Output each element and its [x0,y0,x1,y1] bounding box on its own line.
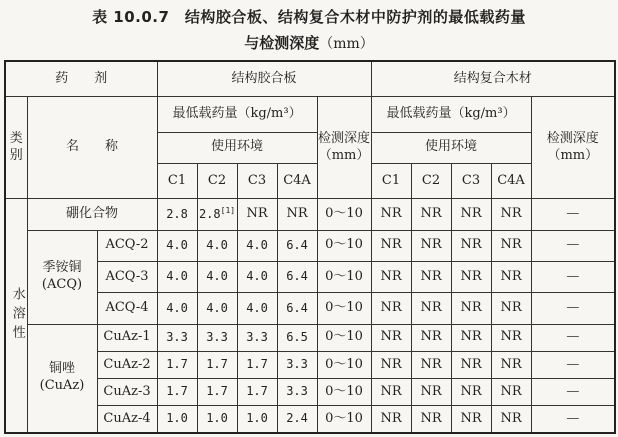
cell-value: 2.8 [157,199,197,230]
header-composite: 结构复合木材 [371,61,615,97]
table-row [5,230,615,261]
env-col: C1 [371,163,411,199]
group-label: 水溶性 [5,199,27,433]
cell-value: 1.7 [237,351,277,378]
env-col: C3 [451,163,491,199]
cell-value: NR [491,406,531,433]
cell-value: NR [371,379,411,406]
cell-value: NR [371,324,411,351]
row-name: CuAz-3 [97,379,157,406]
row-name: ACQ-2 [97,230,157,261]
cell-value: NR [451,324,491,351]
cell-value: NR [371,230,411,261]
cell-value: NR [411,379,451,406]
cell-value: NR [411,406,451,433]
cell-value: 3.3 [197,324,237,351]
cell-value: 1.7 [237,379,277,406]
table-row [5,199,615,230]
row-name: CuAz-4 [97,406,157,433]
cell-value: 6.5 [277,324,317,351]
cell-value: 4.0 [237,293,277,324]
cell-value: 1.0 [237,406,277,433]
cell-value: NR [277,199,317,230]
cell-value: NR [371,262,411,293]
cell-depth: 0～10 [317,293,371,324]
cell-value: NR [451,406,491,433]
cell-value: 4.0 [157,262,197,293]
cell-value: 4.0 [237,230,277,261]
header-plywood-min-load: 最低载药量（kg/m³） [157,97,317,133]
footnote-mark: [1] [220,206,236,216]
table-row [5,406,615,433]
cell-value: 3.3 [277,379,317,406]
cell-value: 3.3 [237,324,277,351]
cell-value: NR [451,199,491,230]
cell-value: NR [491,262,531,293]
row-name: CuAz-1 [97,324,157,351]
env-col: C2 [411,163,451,199]
header-composite-env: 使用环境 [371,132,531,163]
cell-depth: 0～10 [317,324,371,351]
cell-value: 4.0 [157,230,197,261]
cell-value: NR [411,199,451,230]
cell-value: NR [371,351,411,378]
cell-value: 1.7 [197,351,237,378]
cell-value: NR [411,262,451,293]
cell-value: NR [491,293,531,324]
cell-value: NR [491,351,531,378]
cell-value: 1.0 [157,406,197,433]
cell-value: 3.3 [277,351,317,378]
cell-depth: 0～10 [317,230,371,261]
header-plywood-depth: 检测深度（mm） [317,97,371,199]
cell-value: NR [411,293,451,324]
cell-value: NR [491,230,531,261]
header-category: 类别 [5,97,27,199]
row-family: 铜唑(CuAz) [27,324,97,433]
cell-value: 4.0 [197,293,237,324]
cell-depth: — [531,199,615,230]
cell-value: NR [491,324,531,351]
header-plywood: 结构胶合板 [157,61,371,97]
cell-value: NR [371,406,411,433]
cell-value: 4.0 [197,230,237,261]
table-row [5,379,615,406]
table-row [5,293,615,324]
table-title: 表 10.0.7 结构胶合板、结构复合木材中防护剂的最低载药量 [92,8,526,26]
cell-value [197,199,237,230]
table-row [5,324,615,351]
cell-value: NR [451,379,491,406]
cell-value: 4.0 [237,262,277,293]
cell-value: 4.0 [197,262,237,293]
cell-value: NR [451,262,491,293]
header-agent: 药 剂 [5,61,157,97]
row-name: ACQ-3 [97,262,157,293]
cell-depth: — [531,406,615,433]
cell-value: 1.7 [197,379,237,406]
env-col: C2 [197,163,237,199]
cell-depth: 0～10 [317,406,371,433]
header-name: 名 称 [27,97,157,199]
table-subtitle-text: 与检测深度 [244,34,320,52]
cell-depth: 0～10 [317,379,371,406]
cell-value: NR [451,351,491,378]
env-col: C4A [491,163,531,199]
row-name: ACQ-4 [97,293,157,324]
cell-value: 6.4 [277,293,317,324]
cell-value: NR [411,230,451,261]
cell-value: NR [411,351,451,378]
cell-depth: — [531,351,615,378]
cell-depth: 0～10 [317,351,371,378]
env-col: C1 [157,163,197,199]
header-composite-min-load: 最低载药量（kg/m³） [371,97,531,133]
header-plywood-env: 使用环境 [157,132,317,163]
cell-depth: 0～10 [317,199,371,230]
cell-value: NR [451,230,491,261]
header-composite-depth: 检测深度（mm） [531,97,615,199]
cell-value: NR [237,199,277,230]
cell-value: 3.3 [157,324,197,351]
cell-value: NR [411,324,451,351]
env-col: C4A [277,163,317,199]
cell-depth: — [531,324,615,351]
cell-depth: — [531,293,615,324]
table-row [5,262,615,293]
cell-value: 6.4 [277,230,317,261]
table-unit: （mm） [319,36,374,52]
cell-depth: 0～10 [317,262,371,293]
table-row [5,351,615,378]
cell-value: 6.4 [277,262,317,293]
cell-value: NR [451,293,491,324]
cell-value: NR [371,199,411,230]
row-name: 硼化合物 [27,199,157,230]
cell-value: 1.7 [157,379,197,406]
table-subtitle [0,32,618,53]
cell-value-text: 2.8 [198,207,221,222]
cell-value: 1.7 [157,351,197,378]
row-name: CuAz-2 [97,351,157,378]
cell-value: 1.0 [197,406,237,433]
cell-value: NR [491,379,531,406]
cell-value: NR [491,199,531,230]
preservative-table [4,60,616,434]
env-col: C3 [237,163,277,199]
cell-value: 2.4 [277,406,317,433]
cell-value: NR [371,293,411,324]
cell-value: 4.0 [157,293,197,324]
cell-depth: — [531,230,615,261]
row-family: 季铵铜(ACQ) [27,230,97,324]
cell-depth: — [531,262,615,293]
cell-depth: — [531,379,615,406]
